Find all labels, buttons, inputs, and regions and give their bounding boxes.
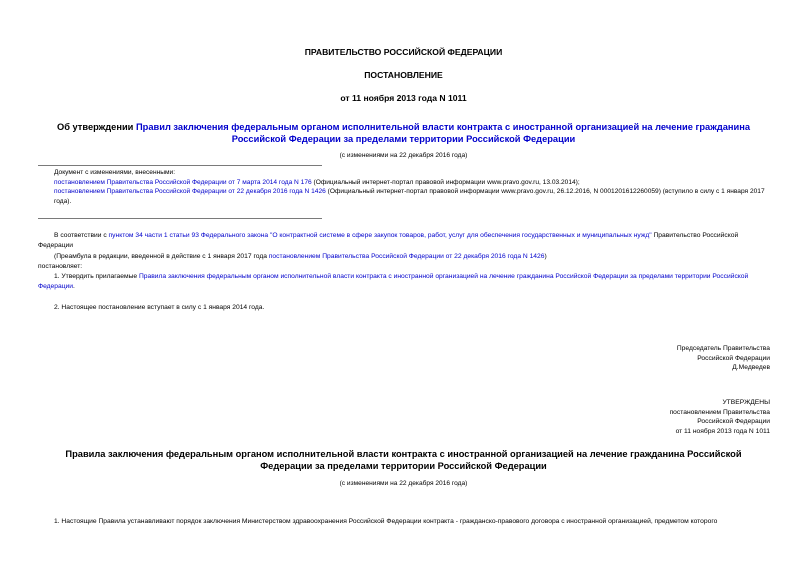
changes-item-2-text: (Официальный интернет-портал правовой информации www.pravo.gov.ru, 26.12.2016, N 0001201612260059) (вступило в силу с 1 января 2017 года). xyxy=(54,188,765,205)
changes-item-1-text: (Официальный интернет-портал правовой информации www.pravo.gov.ru, 13.03.2014); xyxy=(311,178,580,186)
changes-item-1-link[interactable]: постановлением Правительства Российской Федерации от 7 марта 2014 года N 176 xyxy=(54,178,312,186)
federal-law-link[interactable]: пунктом 34 части 1 статьи 93 Федерального закона "О контрактной системе в сфере закупок товаров, работ, услуг для обеспечения государственных и муниципальных нужд" xyxy=(108,232,652,239)
preamble-text-b: ) xyxy=(544,253,547,260)
item-2-effective xyxy=(38,303,770,313)
document-type: ПОСТАНОВЛЕНИЕ xyxy=(364,70,443,80)
changes-item-2-link[interactable]: постановлением Правительства Российской Федерации от 22 декабря 2016 года N 1426 xyxy=(54,188,326,195)
rules-title: Правила заключения федеральным органом исполнительной власти контракта с иностранной организацией на лечение гражданина Российской Федерации за пределами территории Российской Федерации xyxy=(65,449,742,471)
basis-text-a: В соответствии с xyxy=(54,232,109,239)
approved-line-2: постановлением Правительства xyxy=(669,408,770,416)
signature-line-3: Д.Медведев xyxy=(732,364,770,372)
document-title xyxy=(40,121,767,145)
approved-block xyxy=(470,398,770,436)
title-rules-link[interactable]: Правил заключения федеральным органом исполнительной власти контракта с иностранной организацией на лечение гражданина Российской Федерации за пределами территории Российской Федерации xyxy=(135,122,751,144)
approved-line-3: Российской Федерации xyxy=(697,418,770,426)
changes-item-1 xyxy=(54,178,770,188)
changes-intro: Документ с изменениями, внесенными: xyxy=(54,169,176,176)
signature-line-2: Российской Федерации xyxy=(697,354,770,362)
preamble-link[interactable]: постановлением Правительства Российской Федерации от 22 декабря 2016 года N 1426 xyxy=(268,253,545,260)
signature-block xyxy=(470,344,770,373)
item-1-text-a: 1. Утвердить прилагаемые xyxy=(54,273,139,280)
rules-paragraph-1-text: 1. Настоящие Правила устанавливают порядок заключения Министерством здравоохранения Российской Федерации контракта - гражданско-правового договора с иностранной организацией, предметом которого xyxy=(54,518,718,525)
item-1-approve xyxy=(38,272,770,291)
item-2-text: 2. Настоящее постановление вступает в силу с 1 января 2014 года. xyxy=(54,304,265,311)
basis-text-b: Правительство Российской Федерации xyxy=(38,232,739,249)
changes-top-rule xyxy=(38,165,322,166)
government-heading: ПРАВИТЕЛЬСТВО РОССИЙСКОЙ ФЕДЕРАЦИИ xyxy=(304,47,503,57)
title-amendments-note: (с изменениями на 22 декабря 2016 года) xyxy=(339,152,468,159)
signature-line-1: Председатель Правительства xyxy=(676,345,770,352)
item-1-text-b: . xyxy=(73,282,75,290)
decides-text: постановляет: xyxy=(38,263,83,270)
approved-line-1: УТВЕРЖДЕНЫ xyxy=(722,399,770,406)
approved-line-4: от 11 ноября 2013 года N 1011 xyxy=(675,427,770,435)
rules-paragraph-1 xyxy=(38,517,770,527)
changes-bottom-rule xyxy=(38,218,322,219)
rules-amendments-note: (с изменениями на 22 декабря 2016 года) xyxy=(339,480,468,487)
title-prefix: Об утверждении xyxy=(56,122,136,132)
changes-box xyxy=(54,168,770,206)
document-date-number: от 11 ноября 2013 года N 1011 xyxy=(340,93,467,103)
paragraph-basis xyxy=(38,231,770,250)
rules-link[interactable]: Правила заключения федеральным органом исполнительной власти контракта с иностранной организацией на лечение гражданина Российской Федерации за пределами территории Российской Федерации xyxy=(38,273,749,290)
changes-item-2 xyxy=(54,187,770,206)
preamble-note xyxy=(38,252,770,262)
preamble-text-a: (Преамбула в редакции, введенной в действие с 1 января 2017 года xyxy=(54,253,269,260)
